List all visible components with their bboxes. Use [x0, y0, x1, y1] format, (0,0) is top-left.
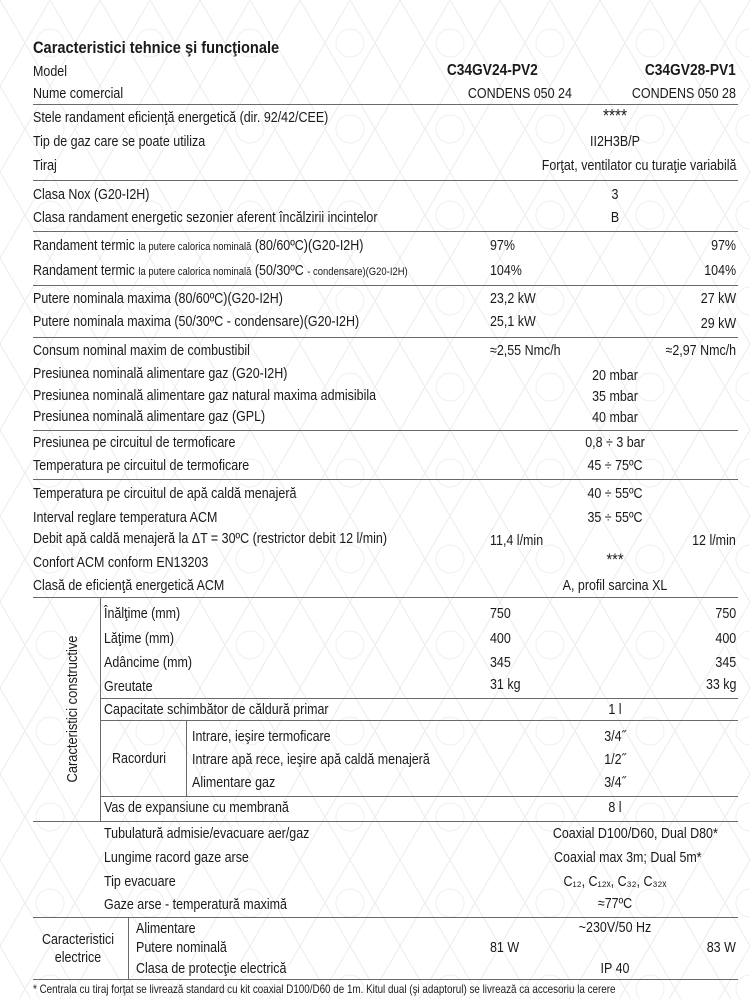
putere-2-v2: 29 kW [700, 316, 736, 332]
putere-1-v2: 27 kW [700, 291, 736, 307]
pres-circ-value: 0,8 ÷ 3 bar [585, 435, 645, 451]
putere-el-v2: 83 W [706, 940, 736, 956]
inaltime-label: Înălţime (mm) [104, 606, 181, 622]
schimbator-label: Capacitate schimbător de căldură primar [104, 702, 329, 718]
racord-gaz-label: Alimentare gaz [192, 775, 276, 791]
electrice-label-2: electrice [54, 950, 102, 966]
greutate-label: Greutate [104, 679, 153, 695]
putere-1-v1: 23,2 kW [490, 291, 536, 307]
gaze-value: ≈77ºC [597, 896, 633, 912]
randament-1-label: Randament termic la putere calorica nominală (80/60ºC)(G20-I2H) [33, 238, 364, 254]
adancime-v2: 345 [715, 655, 736, 671]
lungime-label: Lungime racord gaze arse [104, 850, 249, 866]
nox-value: 3 [611, 187, 619, 203]
alimentare-label: Alimentare [136, 921, 196, 937]
group-divider [100, 597, 101, 821]
putere-2-label: Putere nominala maxima (50/30ºC - condensare)(G20-I2H) [33, 314, 360, 330]
lungime-value: Coaxial max 3m; Dual 5m* [554, 850, 702, 866]
tiraj-label: Tiraj [33, 158, 57, 174]
racord-gaz-value: 3/4˝ [604, 775, 626, 791]
gaze-label: Gaze arse - temperatură maximă [104, 897, 287, 913]
latime-label: Lăţime (mm) [104, 631, 174, 647]
divider [33, 917, 738, 918]
clasa-rand-label: Clasa randament energetic sezonier aferent încălzirii incintelor [33, 210, 378, 226]
footnote: * Centrala cu tiraj forţat se livrează standard cu kit coaxial D100/D60 de 1m. Kitul dual (şi adaptorul) se livrează ca accesoriu la cerere [33, 982, 616, 996]
divider [33, 979, 738, 980]
model-2: C34GV28-PV1 [644, 62, 736, 79]
tiraj-value: Forţat, ventilator cu turaţie variabilă [541, 158, 736, 174]
stele-label: Stele randament eficienţă energetică (dir. 92/42/CEE) [33, 110, 329, 126]
greutate-v1: 31 kg [490, 677, 521, 693]
pres-max-value: 35 mbar [592, 389, 638, 405]
putere-el-v1: 81 W [490, 940, 520, 956]
tip-gaz-label: Tip de gaz care se poate utiliza [33, 134, 206, 150]
consum-label: Consum nominal maxim de combustibil [33, 343, 250, 359]
racorduri-label: Racorduri [112, 751, 167, 767]
model-label: Model [33, 64, 67, 80]
divider [33, 104, 738, 105]
interval-acm-value: 35 ÷ 55ºC [587, 510, 643, 526]
racord-termoficare-value: 3/4˝ [604, 729, 626, 745]
alimentare-value: ~230V/50 Hz [578, 920, 652, 936]
clasa-acm-value: A, profil sarcina XL [562, 578, 668, 594]
inaltime-v1: 750 [490, 606, 511, 622]
interval-acm-label: Interval reglare temperatura ACM [33, 510, 218, 526]
tubulatura-label: Tubulatură admisie/evacuare aer/gaz [104, 826, 310, 842]
clasa-rand-value: B [610, 210, 620, 226]
commercial-2: CONDENS 050 28 [632, 86, 736, 102]
divider [33, 597, 738, 598]
latime-v2: 400 [715, 631, 736, 647]
electrice-label-1: Caracteristici [41, 932, 115, 948]
racord-termoficare-label: Intrare, ieşire termoficare [192, 729, 331, 745]
randament-1-v1: 97% [490, 238, 515, 254]
divider [33, 479, 738, 480]
pres-gpl-label: Presiunea nominală alimentare gaz (GPL) [33, 409, 266, 425]
pres-g20-label: Presiunea nominală alimentare gaz (G20-I2H) [33, 366, 288, 382]
vas-value: 8 l [608, 800, 622, 816]
divider [33, 337, 738, 338]
protectie-label: Clasa de protecţie electrică [136, 961, 287, 977]
commercial-1: CONDENS 050 24 [468, 86, 572, 102]
pres-circ-label: Presiunea pe circuitul de termoficare [33, 435, 236, 451]
randament-2-v2: 104% [704, 263, 736, 279]
constructive-group-label: Caracteristici constructive [64, 635, 81, 783]
temp-acm-label: Temperatura pe circuitul de apă caldă menajeră [33, 486, 297, 502]
randament-2-v1: 104% [490, 263, 522, 279]
tip-evacuare-label: Tip evacuare [104, 874, 176, 890]
divider [33, 430, 738, 431]
adancime-v1: 345 [490, 655, 511, 671]
clasa-acm-label: Clasă de eficienţă energetică ACM [33, 578, 225, 594]
confort-label: Confort ACM conform EN13203 [33, 555, 209, 571]
inaltime-v2: 750 [715, 606, 736, 622]
divider [33, 231, 738, 232]
randament-1-v2: 97% [711, 238, 736, 254]
tip-evacuare-value: C₁₂, C₁₂ₓ, C₃₂, C₃₂ₓ [563, 874, 667, 890]
nox-label: Clasa Nox (G20-I2H) [33, 187, 150, 203]
model-1: C34GV24-PV2 [446, 62, 538, 79]
divider [33, 180, 738, 181]
debit-v1: 11,4 l/min [490, 533, 544, 549]
pres-g20-value: 20 mbar [592, 368, 638, 384]
pres-gpl-value: 40 mbar [592, 410, 638, 426]
commercial-label: Nume comercial [33, 86, 124, 102]
racorduri-divider [186, 720, 187, 796]
protectie-value: IP 40 [600, 961, 630, 977]
divider [100, 720, 738, 721]
debit-label: Debit apă caldă menajeră la ΔT = 30ºC (restrictor debit 12 l/min) [33, 531, 388, 547]
tip-gaz-value: II2H3B/P [590, 134, 640, 150]
adancime-label: Adâncime (mm) [104, 655, 193, 671]
pres-max-label: Presiunea nominală alimentare gaz natural maxima admisibila [33, 388, 377, 404]
consum-v2: ≈2,97 Nmc/h [665, 343, 736, 359]
temp-acm-value: 40 ÷ 55ºC [587, 486, 643, 502]
divider [100, 796, 738, 797]
greutate-v2: 33 kg [705, 677, 736, 693]
tubulatura-value: Coaxial D100/D60, Dual D80* [553, 826, 718, 842]
randament-2-label: Randament termic la putere calorica nominală (50/30ºC - condensare)(G20-I2H) [33, 263, 408, 279]
vas-label: Vas de expansiune cu membrană [104, 800, 289, 816]
page-title: Caracteristici tehnice şi funcţionale [33, 38, 280, 57]
latime-v1: 400 [490, 631, 511, 647]
electrice-divider [128, 917, 129, 979]
stele-value: **** [602, 106, 628, 126]
putere-el-label: Putere nominală [136, 940, 227, 956]
racord-apa-value: 1/2˝ [604, 752, 626, 768]
putere-1-label: Putere nominala maxima (80/60ºC)(G20-I2H) [33, 291, 283, 307]
temp-circ-label: Temperatura pe circuitul de termoficare [33, 458, 250, 474]
debit-v2: 12 l/min [692, 533, 736, 549]
confort-value: *** [606, 550, 624, 569]
putere-2-v1: 25,1 kW [490, 314, 536, 330]
divider [33, 285, 738, 286]
racord-apa-label: Intrare apă rece, ieşire apă caldă menajeră [192, 752, 430, 768]
divider [33, 821, 738, 822]
schimbator-value: 1 l [608, 702, 622, 718]
divider [100, 698, 738, 699]
consum-v1: ≈2,55 Nmc/h [490, 343, 561, 359]
temp-circ-value: 45 ÷ 75ºC [587, 458, 643, 474]
